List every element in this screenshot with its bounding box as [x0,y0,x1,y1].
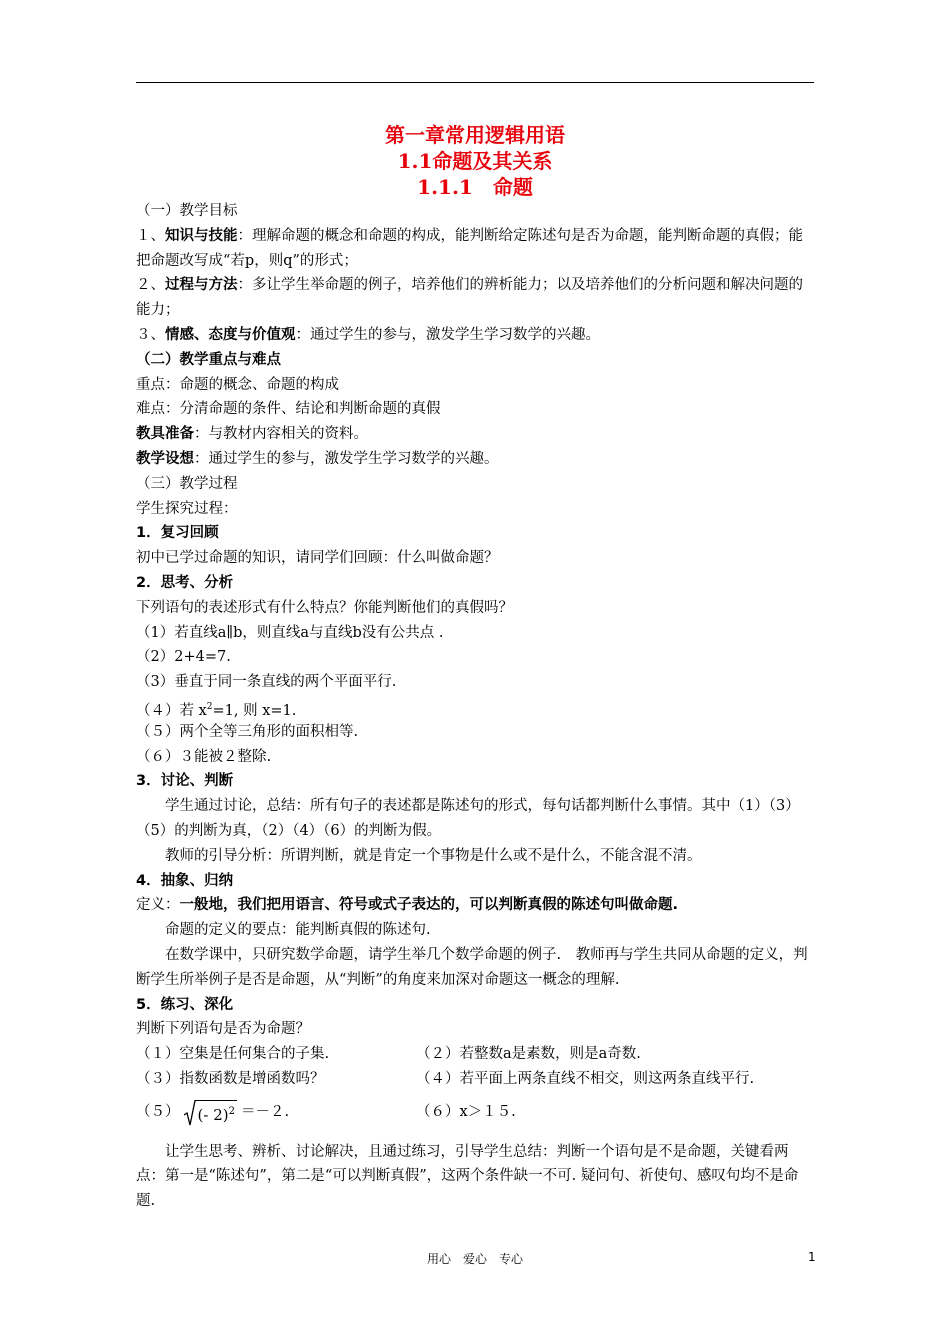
exercise-5-rest: ＝－２. [240,1104,290,1121]
design-line [136,447,814,472]
step2-item-4-pre: （４）若 x [136,702,207,719]
goal-3 [136,323,814,348]
goal-2-num: ２、 [136,277,165,294]
exercise-6: （６）x＞１５. [416,1104,516,1121]
sqrt-sign-icon [184,1100,196,1126]
key-point: 重点：命题的概念、命题的构成 [136,376,339,393]
radicand-exponent: 2 [228,1105,235,1117]
exercise-row-2 [136,1067,814,1092]
goal-2-label: 过程与方法 [165,277,238,294]
tools-line [136,422,814,447]
exercise-5 [136,1100,416,1126]
step3-heading: 3．讨论、判断 [136,773,234,790]
step2-item-4 [136,695,814,720]
definition-label: 定义： [136,897,180,914]
step5-summary: 让学生思考、辨析、讨论解决，且通过练习，引导学生总结：判断一个语句是不是命题，关键看两点：第一是“陈述句”，第二是“可以判断真假”，这两个条件缺一不可. 疑问句、祈使句、感叹句均不是命题. [136,1143,799,1210]
sec1-heading: （一）教学目标 [136,203,238,219]
tools-text: ：与教材内容相关的资料。 [194,426,368,443]
sec2-heading: （二）教学重点与难点 [136,351,281,368]
exercise-2: （２）若整数a是素数，则是a奇数. [416,1046,641,1063]
definition-text: 一般地，我们把用语言、符号或式子表达的，可以判断真假的陈述句叫做命题. [179,897,679,914]
step2-item-4-sup: 2 [206,701,213,712]
step2-intro: 下列语句的表述形式有什么特点？你能判断他们的真假吗？ [136,599,513,616]
step2-item-6: （６）３能被２整除. [136,748,272,765]
sec3-heading: （三）教学过程 [136,475,238,492]
goal-2-text: 多让学生举命题的例子，培养他们的辨析能力；以及培养他们的分析问题和解决问题的能力； [136,277,803,319]
goal-1-num: １、 [136,227,165,244]
design-label: 教学设想 [136,450,194,467]
goal-1-text: 理解命题的概念和命题的构成，能判断给定陈述句是否为命题，能判断命题的真假；能把命题改写成“若p，则q”的形式； [136,227,803,269]
goal-3-sep: ： [295,326,310,343]
step2-item-3: （3）垂直于同一条直线的两个平面平行. [136,674,397,691]
difficult-point: 难点：分清命题的条件、结论和判断命题的真假 [136,401,441,418]
goal-1 [136,224,814,274]
step4-p1: 命题的定义的要点：能判断真假的陈述句. [165,922,431,939]
step1-heading: 1．复习回顾 [136,525,219,542]
step4-heading: 4．抽象、归纳 [136,872,234,889]
goal-2-sep: ： [237,277,252,294]
goal-3-label: 情感、态度与价值观 [165,326,296,343]
subsection-title: 1.1.1 命题 [417,175,533,199]
step2-heading: 2．思考、分析 [136,574,234,591]
sqrt-radicand [196,1100,237,1126]
step2-item-4-post: =1, 则 x=1. [212,702,297,719]
sqrt-expression [184,1100,237,1126]
step5-intro: 判断下列语句是否为命题？ [136,1021,310,1038]
step2-item-2: （2）2+4=7. [136,649,231,666]
section-title: 1.1命题及其关系 [397,149,553,173]
step4-p2: 在数学课中，只研究数学命题，请学生举几个数学命题的例子. 教师再与学生共同从命题的定义，判断学生所举例子是否是命题，从“判断”的角度来加深对命题这一概念的理解. [136,946,808,988]
exercise-3: （３）指数函数是增函数吗？ [136,1070,325,1087]
chapter-title: 第一章常用逻辑用语 [385,123,565,147]
step3-p1: 学生通过讨论，总结：所有句子的表述都是陈述句的形式，每句话都判断什么事情。其中（1）（3）（5）的判断为真，（2）（4）（6）的判断为假。 [136,798,800,839]
goal-1-label: 知识与技能 [165,227,238,244]
step1-text: 初中已学过命题的知识，请同学们回顾：什么叫做命题？ [136,550,499,567]
design-text: ：通过学生的参与，激发学生学习数学的兴趣。 [194,450,499,467]
goal-3-num: ３、 [136,326,165,343]
exercise-1: （１）空集是任何集合的子集. [136,1046,330,1063]
goal-1-sep: ： [237,227,252,244]
exercise-row-1 [136,1042,814,1067]
title-block [136,122,814,200]
exercise-4: （４）若平面上两条直线不相交，则这两条直线平行. [416,1070,755,1087]
step2-item-1: （1）若直线a∥b，则直线a与直线b没有公共点 . [136,624,444,641]
header-rule [136,82,814,83]
tools-label: 教具准备 [136,426,194,443]
step2-item-5: （５）两个全等三角形的面积相等. [136,723,359,740]
exercise-5-label: （５） [136,1104,180,1121]
step5-heading: 5．练习、深化 [136,996,234,1013]
goal-3-text: 通过学生的参与，激发学生学习数学的兴趣。 [310,326,600,343]
radicand-base: (- 2) [197,1105,229,1124]
footer-motto: 用心 爱心 专心 [426,1252,523,1266]
definition [136,893,814,918]
goal-2 [136,273,814,323]
process-line: 学生探究过程： [136,500,238,517]
step3-p2: 教师的引导分析：所谓判断，就是肯定一个事物是什么或不是什么，不能含混不清。 [165,847,702,864]
page-number: 1 [808,1250,816,1264]
document-body [136,199,814,1214]
exercise-row-3 [136,1092,814,1134]
